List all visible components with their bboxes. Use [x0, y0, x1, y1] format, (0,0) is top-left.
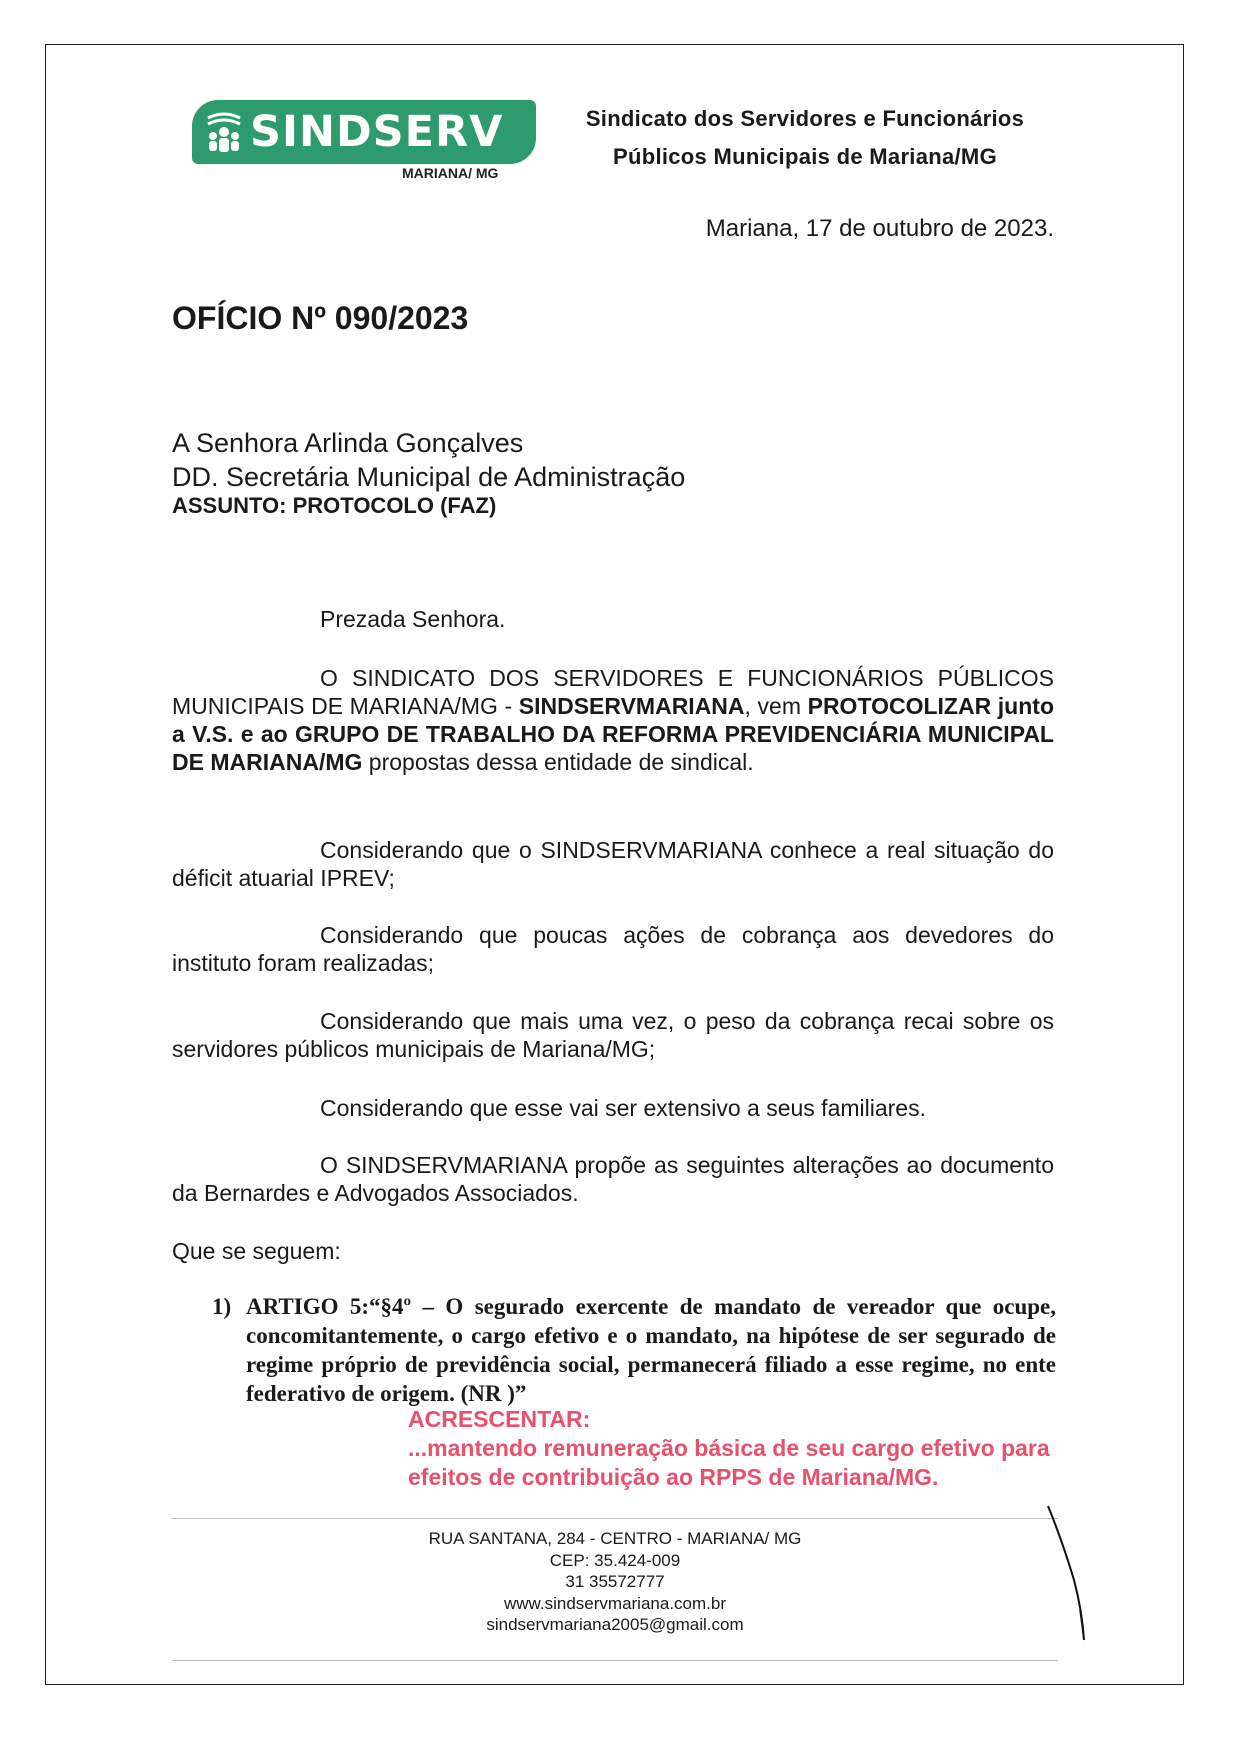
sindserv-logo: [192, 100, 536, 164]
salutation: Prezada Senhora.: [320, 606, 506, 632]
subject-line: ASSUNTO: PROTOCOLO (FAZ): [172, 493, 497, 518]
logo-location: MARIANA/ MG: [402, 165, 499, 181]
paragraph-1: [172, 664, 1054, 776]
footer-website: www.sindservmariana.com.br: [503, 1593, 726, 1613]
paragraph-5: [172, 1094, 1054, 1122]
footer-address: RUA SANTANA, 284 - CENTRO - MARIANA/ MG: [428, 1529, 802, 1548]
footer: [172, 1528, 1058, 1636]
paragraph-6: [172, 1151, 1054, 1207]
artigo-item: [212, 1292, 1056, 1408]
signature-mark: [1040, 1500, 1100, 1650]
letter-date: Mariana, 17 de outubro de 2023.: [705, 215, 1054, 242]
footer-phone: 31 35572777: [565, 1572, 665, 1591]
recipient-block: [172, 426, 685, 494]
p7-text: Que se seguem:: [172, 1238, 341, 1264]
org-line-1: Sindicato dos Servidores e Funcionários: [585, 106, 1025, 131]
recipient-name: A Senhora Arlinda Gonçalves: [172, 428, 524, 458]
p6-text: O SINDSERVMARIANA propõe as seguintes alterações ao documento da Bernardes e Advogados Associados.: [172, 1152, 1054, 1206]
p5-text: Considerando que esse vai ser extensivo a seus familiares.: [320, 1095, 926, 1121]
artigo-text: ARTIGO 5:“§4º – O segurado exercente de mandato de vereador que ocupe, concomitantemente, o cargo efetivo e o mandato, na hipótese de ser segurado de regime próprio de previdência social, permanecerá filiado a esse regime, no ente federativo de origem. (NR )”: [246, 1294, 1056, 1406]
addition-text: ...mantendo remuneração básica de seu cargo efetivo para efeitos de contribuição ao RPPS de Mariana/MG.: [408, 1435, 1050, 1490]
footer-cep: CEP: 35.424-009: [549, 1550, 681, 1570]
p1-text-d: PROTOCOLIZAR junto a V.S. e ao GRUPO DE TRABALHO DA REFORMA PREVIDENCIÁRIA MUNICIPAL DE MARIANA/MG: [172, 693, 1054, 775]
org-header: [545, 100, 1065, 176]
addition-block: [408, 1405, 1068, 1492]
paragraph-7: [172, 1237, 1054, 1265]
paragraph-4: [172, 1007, 1054, 1063]
footer-divider-bottom: [172, 1660, 1058, 1661]
oficio-number: OFÍCIO Nº 090/2023: [172, 300, 469, 336]
paragraph-2: [172, 836, 1054, 892]
footer-email: sindservmariana2005@gmail.com: [486, 1615, 744, 1634]
p3-text: Considerando que poucas ações de cobrança aos devedores do instituto foram realizadas;: [172, 922, 1054, 976]
artigo-number: 1): [212, 1294, 232, 1319]
recipient-role: DD. Secretária Municipal de Administração: [172, 462, 686, 492]
p2-text: Considerando que o SINDSERVMARIANA conhece a real situação do déficit atuarial IPREV;: [172, 837, 1054, 891]
logo-name: SINDSERV: [250, 107, 504, 157]
p4-text: Considerando que mais uma vez, o peso da cobrança recai sobre os servidores públicos municipais de Mariana/MG;: [172, 1008, 1054, 1062]
people-emblem-icon: [204, 110, 244, 154]
p1-text-c: , vem: [744, 693, 808, 719]
org-line-2: Públicos Municipais de Mariana/MG: [613, 144, 997, 169]
paragraph-3: [172, 921, 1054, 977]
addition-label: ACRESCENTAR:: [408, 1406, 591, 1432]
p1-text-b: SINDSERVMARIANA: [518, 693, 745, 719]
p1-text-e: propostas dessa entidade de sindical.: [362, 749, 754, 775]
p1-text-a: O SINDICATO DOS SERVIDORES E FUNCIONÁRIOS PÚBLICOS MUNICIPAIS DE MARIANA/MG -: [172, 665, 1054, 719]
footer-divider-top: [172, 1518, 1058, 1519]
